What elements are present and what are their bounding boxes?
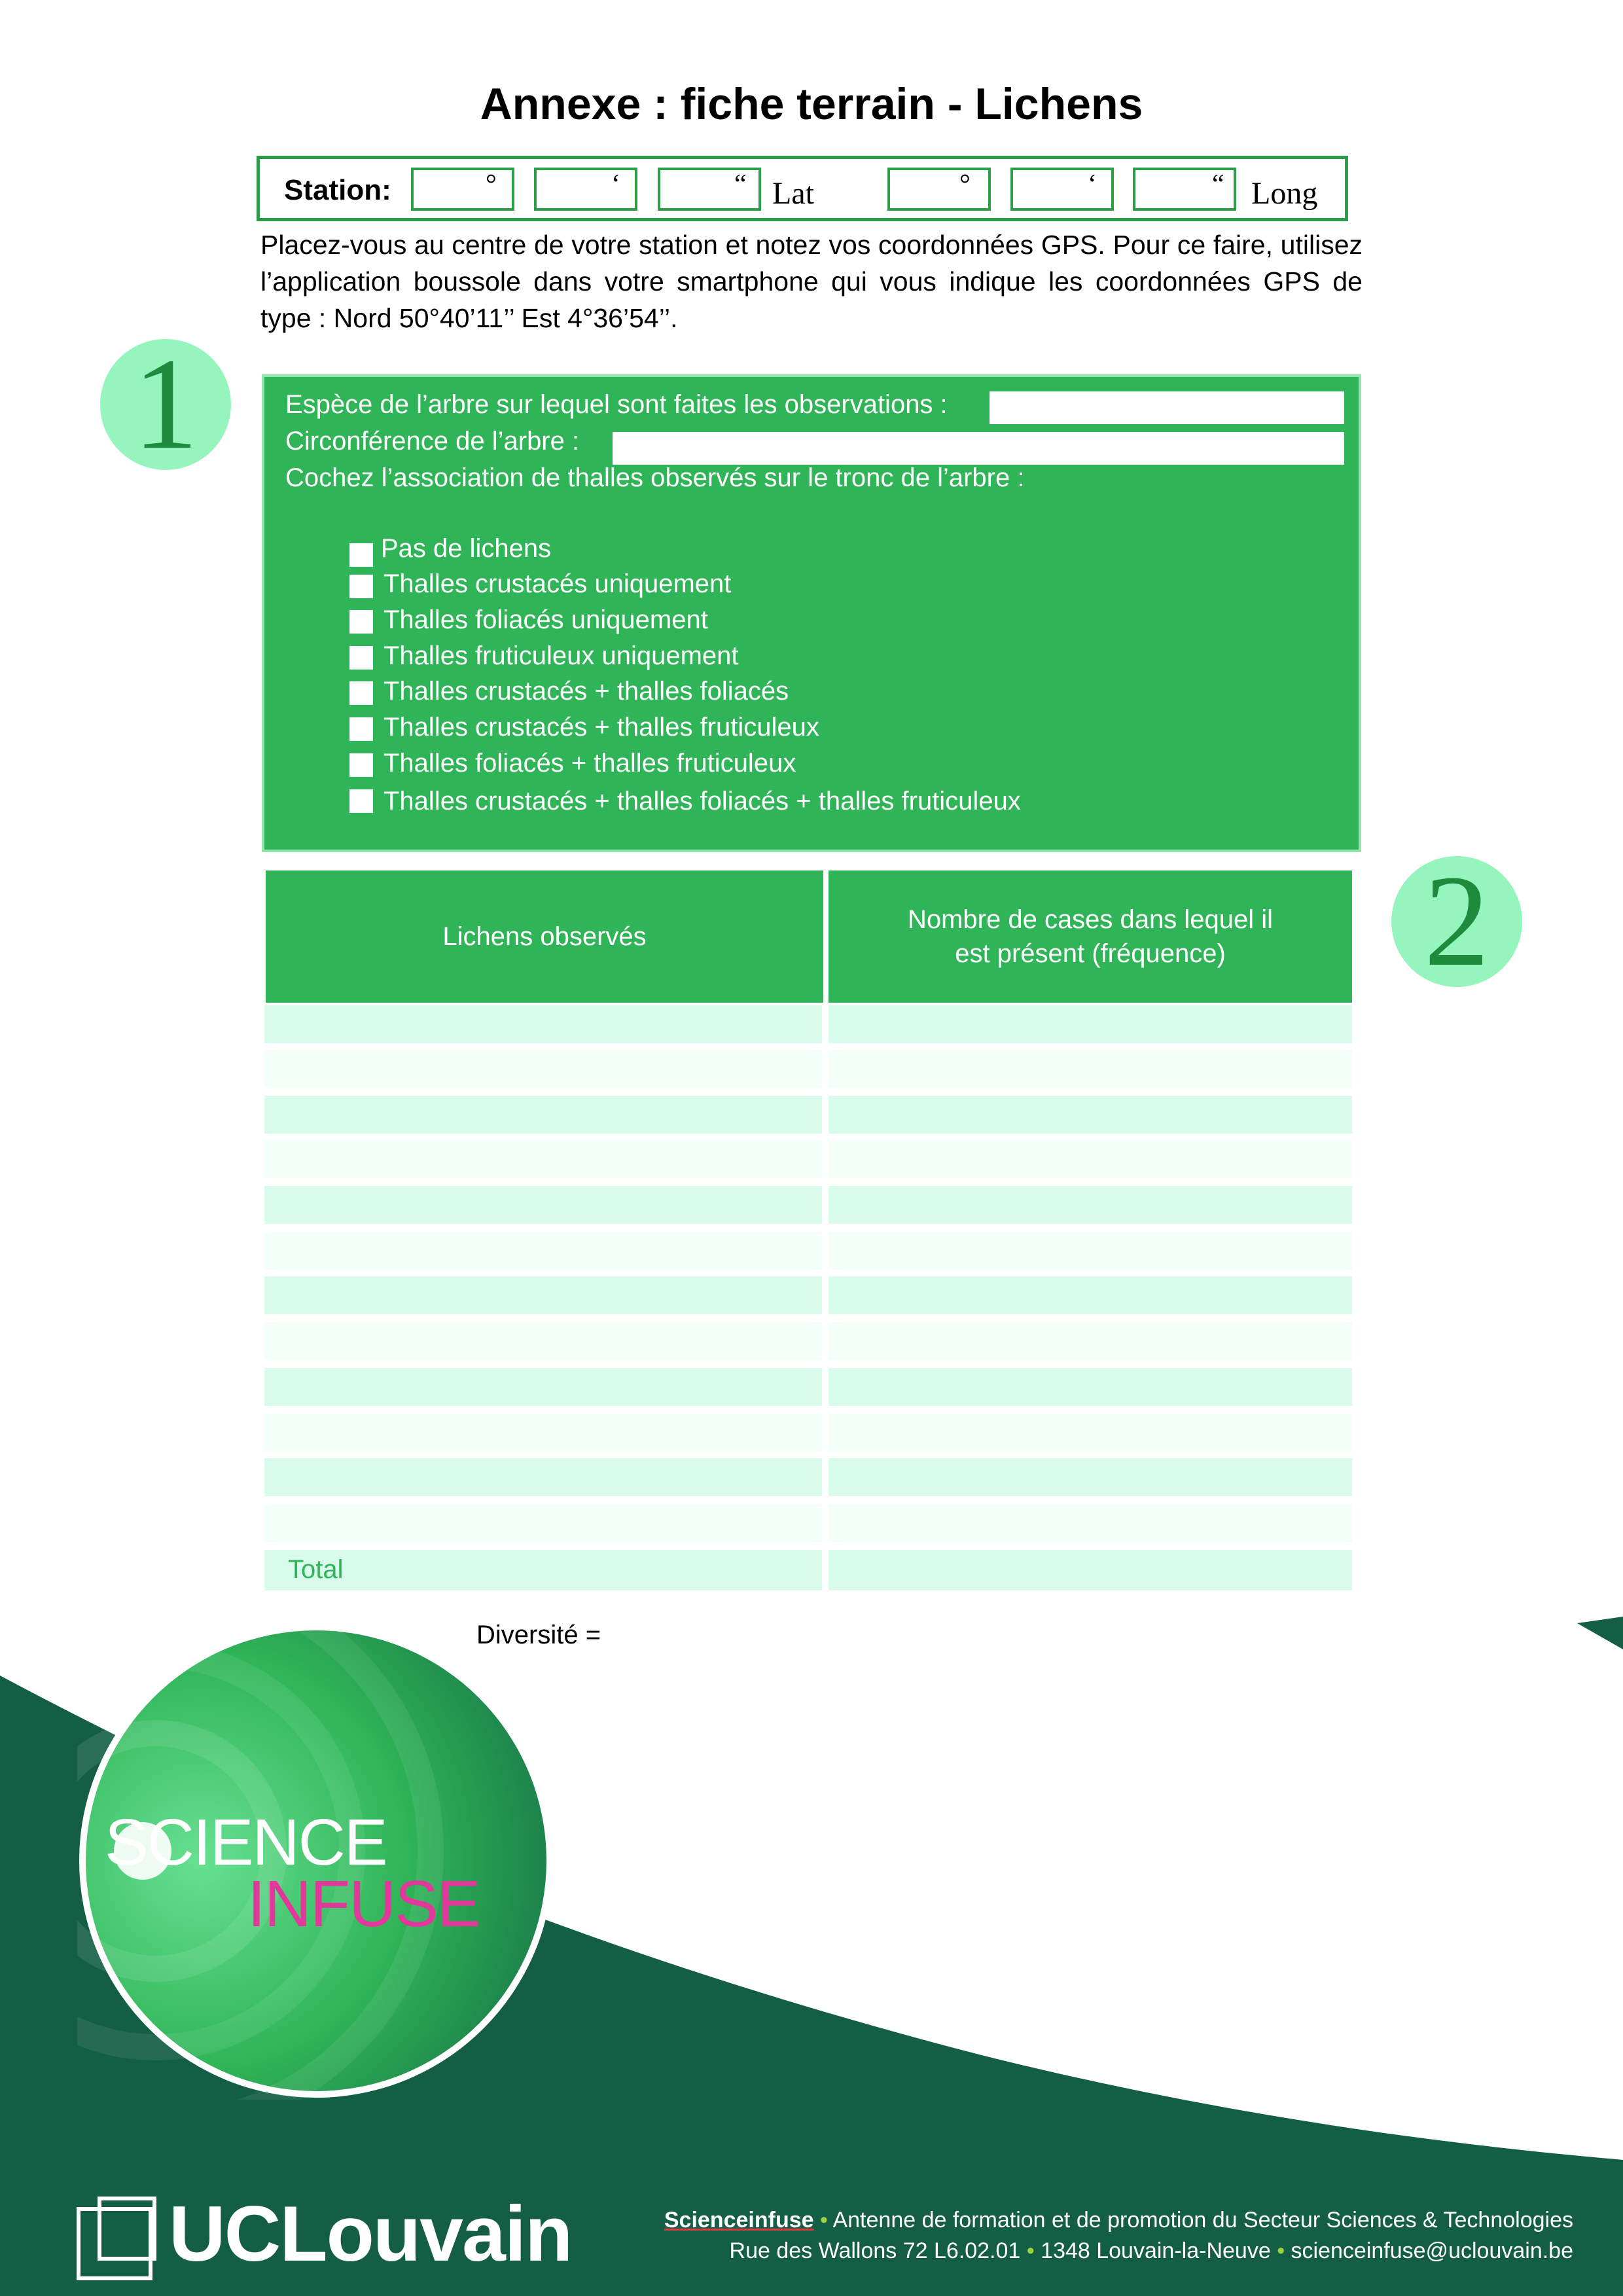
table-row[interactable] (264, 1140, 822, 1178)
total-row-value-cell[interactable] (829, 1550, 1352, 1590)
station-label: Station: (284, 174, 391, 206)
option-checkbox-foliose-fruticose[interactable] (349, 753, 373, 777)
lat-degrees-symbol: ° (486, 170, 497, 200)
table-row[interactable] (829, 1276, 1352, 1314)
table-row[interactable] (829, 1005, 1352, 1043)
table-row[interactable] (829, 1322, 1352, 1360)
option-checkbox-fruticose-only[interactable] (349, 646, 373, 670)
lat-minutes-field[interactable] (534, 168, 637, 211)
intro-paragraph: Placez-vous au centre de votre station et notez vos coordonnées GPS. Pour ce faire, utilisez l’application boussole dans votre smartphone qui vous indique les coordonnées GPS de type : Nord 50°40’11’’ Est 4°36’54’’. (260, 230, 1363, 333)
table-row[interactable] (264, 1232, 822, 1270)
option-label-foliose-fruticose: Thalles foliacés + thalles fruticuleux (383, 749, 796, 778)
option-label-no-lichens: Pas de lichens (381, 534, 552, 563)
option-checkbox-crustose-foliose[interactable] (349, 681, 373, 705)
circumference-label: Circonférence de l’arbre : (285, 427, 580, 456)
lat-minutes-symbol: ‘ (611, 170, 620, 200)
table-header-lichens: Lichens observés (266, 870, 823, 1003)
table-row[interactable] (829, 1458, 1352, 1496)
association-label: Cochez l’association de thalles observés sur le tronc de l’arbre : (285, 463, 1025, 492)
option-label-all-three: Thalles crustacés + thalles foliacés + thalles fruticuleux (383, 787, 1021, 816)
table-row[interactable] (264, 1005, 822, 1043)
table-row[interactable] (829, 1368, 1352, 1406)
lat-seconds-symbol: “ (734, 170, 747, 200)
table-row[interactable] (264, 1186, 822, 1224)
page-title: Annexe : fiche terrain - Lichens (480, 79, 1143, 129)
table-row[interactable] (264, 1322, 822, 1360)
table-row[interactable] (264, 1276, 822, 1314)
footer-street: Rue des Wallons 72 L6.02.01 (729, 2238, 1021, 2263)
footer-line-1 (664, 2208, 1573, 2233)
step-1-marker: 1 (100, 339, 231, 470)
option-checkbox-no-lichens[interactable] (349, 543, 373, 567)
option-checkbox-all-three[interactable] (349, 789, 373, 813)
uclouvain-wordmark: UCLouvain (169, 2190, 572, 2278)
footer-brand[interactable]: Scienceinfuse (664, 2208, 814, 2233)
total-row-label-cell (264, 1550, 822, 1590)
table-row[interactable] (264, 1458, 822, 1496)
table-row[interactable] (264, 1368, 822, 1406)
option-label-crustose-foliose: Thalles crustacés + thalles foliacés (383, 677, 789, 706)
total-label: Total (288, 1555, 344, 1584)
long-seconds-symbol: “ (1212, 170, 1224, 200)
table-row[interactable] (264, 1096, 822, 1134)
footer-city: 1348 Louvain-la-Neuve (1041, 2238, 1271, 2263)
species-input[interactable] (990, 391, 1344, 424)
option-label-foliose-only: Thalles foliacés uniquement (383, 605, 708, 634)
footer-separator: • (819, 2208, 828, 2233)
circumference-input[interactable] (613, 432, 1344, 465)
footer-separator: • (1026, 2238, 1035, 2263)
species-label: Espèce de l’arbre sur lequel sont faites les observations : (285, 390, 948, 419)
logo-science-text: SCIENCE (105, 1806, 387, 1879)
option-label-crustose-fruticose: Thalles crustacés + thalles fruticuleux (383, 713, 819, 742)
logo-infuse-text: INFUSE (247, 1867, 480, 1941)
long-minutes-field[interactable] (1010, 168, 1114, 211)
uclouvain-icon (76, 2196, 157, 2281)
diversity-label: Diversité = (476, 1621, 601, 1649)
table-row[interactable] (829, 1096, 1352, 1134)
footer-description: Antenne de formation et de promotion du Secteur Sciences & Technologies (832, 2208, 1573, 2233)
table-row[interactable] (264, 1050, 822, 1088)
option-label-crustose-only: Thalles crustacés uniquement (383, 569, 732, 598)
step-2-marker: 2 (1391, 856, 1522, 987)
long-unit: Long (1251, 176, 1318, 211)
table-header-frequency (829, 870, 1352, 1003)
option-label-fruticose-only: Thalles fruticuleux uniquement (383, 641, 739, 670)
long-degrees-field[interactable] (887, 168, 991, 211)
table-row[interactable] (264, 1414, 822, 1452)
option-checkbox-foliose-only[interactable] (349, 610, 373, 634)
table-row[interactable] (829, 1186, 1352, 1224)
table-row[interactable] (829, 1232, 1352, 1270)
table-row[interactable] (264, 1504, 822, 1542)
lat-unit: Lat (772, 176, 814, 211)
table-row[interactable] (829, 1504, 1352, 1542)
footer-line-2 (730, 2238, 1573, 2264)
table-row[interactable] (829, 1050, 1352, 1088)
footer-separator: • (1277, 2238, 1285, 2263)
long-minutes-symbol: ‘ (1088, 170, 1097, 200)
lat-degrees-field[interactable] (411, 168, 514, 211)
table-row[interactable] (829, 1414, 1352, 1452)
table-row[interactable] (829, 1140, 1352, 1178)
long-degrees-symbol: ° (959, 170, 971, 200)
footer-email-link[interactable]: scienceinfuse@uclouvain.be (1291, 2238, 1573, 2263)
option-checkbox-crustose-only[interactable] (349, 575, 373, 598)
table-header-frequency-text: Nombre de cases dans lequel il est présent (fréquence) (907, 905, 1274, 968)
option-checkbox-crustose-fruticose[interactable] (349, 717, 373, 741)
